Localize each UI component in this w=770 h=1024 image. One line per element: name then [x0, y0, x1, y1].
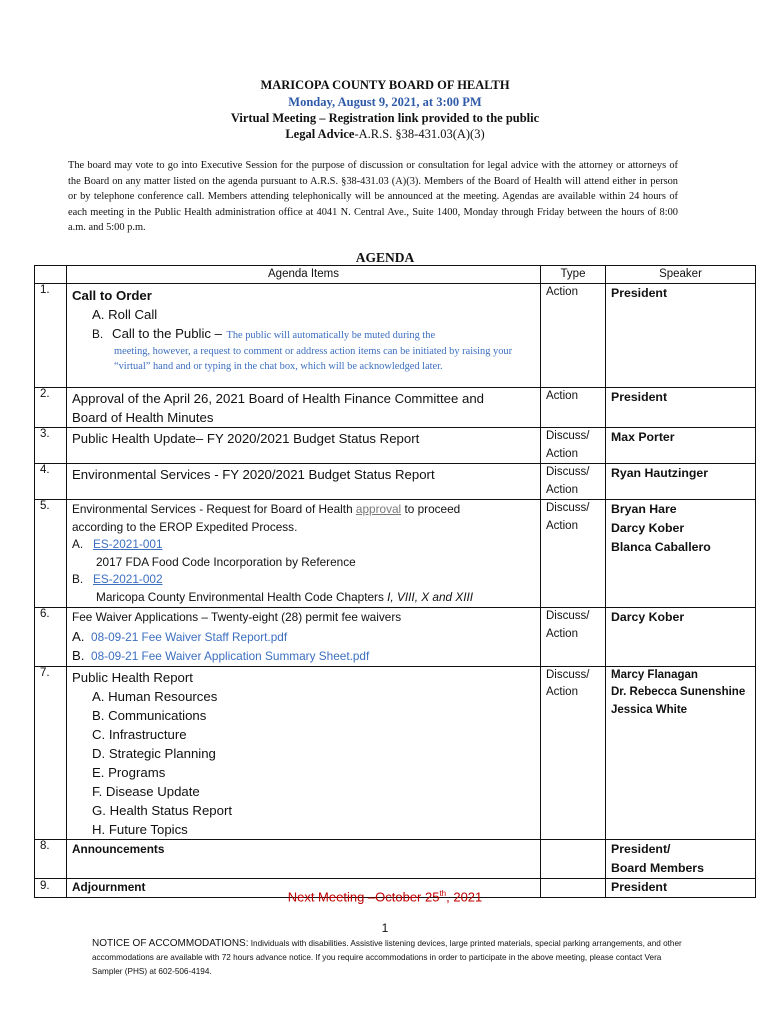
item-speaker: President — [606, 284, 756, 388]
row-number: 4. — [35, 464, 67, 500]
sub-item-desc: 2017 FDA Food Code Incorporation by Reference — [96, 554, 356, 569]
row-number: 1. — [35, 284, 67, 388]
item-title-cont: according to the EROP Expedited Process. — [72, 519, 298, 534]
sub-item: A. 08-09-21 Fee Waiver Staff Report.pdf — [72, 628, 288, 644]
table-row — [35, 839, 756, 878]
sub-item: G. Health Status Report — [92, 802, 233, 818]
table-row — [35, 284, 756, 388]
row-number: 5. — [35, 500, 67, 608]
meeting-date: Monday, August 9, 2021, at 3:00 PM — [288, 95, 482, 109]
item-type — [541, 839, 606, 878]
header-num — [35, 266, 67, 284]
sub-item: A. Roll Call — [92, 307, 158, 322]
item-type: Action — [541, 284, 606, 388]
sub-item: A. ES-2021-001 — [72, 537, 163, 551]
agenda-item — [67, 839, 541, 878]
speaker-name: Bryan Hare — [611, 502, 677, 516]
item-title: Public Health Update– FY 2020/2021 Budget Status Report — [72, 431, 420, 446]
item-title: Environmental Services - FY 2020/2021 Budget Status Report — [72, 467, 435, 482]
item-title: Approval of the April 26, 2021 Board of Health Finance Committee and — [72, 391, 484, 406]
sub-item-desc: Maricopa County Environmental Health Code Chapters I, VIII, X and XIII — [96, 589, 474, 604]
legal-advice-label: Legal Advice — [285, 127, 355, 141]
board-title: MARICOPA COUNTY BOARD OF HEALTH — [260, 78, 510, 92]
notice-text: Individuals with disabilities. Assistive listening devices, large printed materials, special parking arrangements, and other accommodations are available with 72 hours advance notice. If you require accommodations in order to participate in the above meeting, please contact Vera Sampler (PHS) at 602-506-4194. — [92, 939, 682, 976]
item-type: Discuss/ Action — [541, 608, 606, 667]
row-number: 6. — [35, 608, 67, 667]
table-row — [35, 464, 756, 500]
sub-item: B. ES-2021-002 — [72, 572, 163, 586]
agenda-item — [67, 464, 541, 500]
row-number: 7. — [35, 666, 67, 839]
table-header-row — [35, 266, 756, 284]
row-number: 3. — [35, 428, 67, 464]
agenda-item — [67, 428, 541, 464]
agenda-item — [67, 284, 541, 388]
virtual-meeting-note: Virtual Meeting – Registration link provided to the public — [230, 111, 540, 125]
item-type: Discuss/ Action — [541, 666, 606, 839]
item-speaker — [606, 500, 756, 608]
item-title: Call to Order — [72, 288, 152, 303]
sub-item: F. Disease Update — [92, 783, 200, 799]
sub-item: C. Infrastructure — [92, 726, 187, 742]
speaker-name: Darcy Kober — [611, 521, 685, 535]
item-type: Discuss/ Action — [541, 428, 606, 464]
header-agenda-items: Agenda Items — [67, 266, 541, 284]
summary-sheet-link[interactable]: 08-09-21 Fee Waiver Application Summary Sheet.pdf — [91, 649, 370, 663]
call-to-public-note: meeting, however, a request to comment or address action items can be initiated by raising your “virtual” hand and or typing in the chat box, which will be acknowledged later. — [114, 345, 513, 372]
item-speaker: President — [606, 878, 756, 897]
item-speaker: President/ Board Members — [606, 839, 756, 878]
intro-paragraph: The board may vote to go into Executive Session for the purpose of discussion or consultation for legal advice with the attorney or attorneys of the Board on any matter listed on the agenda pursuant to A.R.S. §38-431.03 (A)(3). Members of the Board of Health will attend either in person or by telephone conference call. Members attending telephonically will be announced at the meeting. Agendas are available within 24 hours of each meeting in the Public Health administration office at 4041 N. Central Ave., Suite 1400, Monday through Friday between the hours of 8:00 a.m. and 5:00 p.m. — [68, 160, 678, 234]
item-speaker: Max Porter — [606, 428, 756, 464]
row-number: 9. — [35, 878, 67, 897]
row-number: 8. — [35, 839, 67, 878]
agenda-table — [34, 265, 756, 898]
item-speaker — [606, 666, 756, 839]
legal-advice-line — [0, 127, 770, 142]
sub-item: A. Human Resources — [92, 688, 218, 704]
notice-heading: NOTICE OF ACCOMMODATIONS: — [92, 938, 249, 949]
sub-item: B. Communications — [92, 707, 207, 723]
table-row — [35, 500, 756, 608]
item-speaker: Darcy Kober — [606, 608, 756, 667]
table-row — [35, 666, 756, 839]
sub-item: D. Strategic Planning — [92, 745, 216, 761]
header-type: Type — [541, 266, 606, 284]
agenda-item — [67, 500, 541, 608]
speaker-name: Marcy Flanagan — [611, 668, 698, 681]
speaker-name: Dr. Rebecca Sunenshine — [611, 686, 746, 698]
speaker-name: Jessica White — [611, 703, 688, 716]
item-title: Public Health Report — [72, 669, 193, 685]
staff-report-link[interactable]: 08-09-21 Fee Waiver Staff Report.pdf — [91, 629, 288, 644]
legal-advice-statute: -A.R.S. §38-431.03(A)(3) — [354, 127, 485, 141]
sub-item: E. Programs — [92, 764, 166, 780]
agenda-item — [67, 666, 541, 839]
item-title-cont: Board of Health Minutes — [72, 410, 214, 425]
sub-item: B. 08-09-21 Fee Waiver Application Summary Sheet.pdf — [72, 648, 370, 663]
table-row — [35, 428, 756, 464]
speaker-name: Blanca Caballero — [611, 540, 711, 554]
item-type: Discuss/ Action — [541, 464, 606, 500]
agenda-item — [67, 388, 541, 428]
approval-link[interactable]: approval — [355, 502, 402, 516]
table-row — [35, 608, 756, 667]
es-2021-001-link[interactable]: ES-2021-001 — [93, 537, 163, 551]
sub-item: H. Future Topics — [92, 821, 188, 837]
item-type: Action — [541, 388, 606, 428]
item-title: Fee Waiver Applications – Twenty-eight (28) permit fee waivers — [72, 610, 402, 624]
table-row — [35, 388, 756, 428]
row-number: 2. — [35, 388, 67, 428]
item-title: Adjournment — [72, 879, 146, 894]
agenda-heading: AGENDA — [355, 250, 415, 265]
sub-item: B. Call to the Public – The public will automatically be muted during the — [92, 326, 436, 341]
item-title: Environmental Services - Request for Board of Health approval to proceed — [72, 502, 461, 516]
agenda-item — [67, 608, 541, 667]
header-speaker: Speaker — [606, 266, 756, 284]
item-speaker: President — [606, 388, 756, 428]
page-number: 1 — [381, 921, 389, 935]
accommodations-notice — [92, 937, 682, 979]
item-title: Announcements — [72, 841, 165, 856]
item-speaker: Ryan Hautzinger — [606, 464, 756, 500]
next-meeting: Next Meeting –October 25th, 2021 — [287, 889, 483, 905]
es-2021-002-link[interactable]: ES-2021-002 — [93, 572, 163, 586]
item-type: Discuss/ Action — [541, 500, 606, 608]
